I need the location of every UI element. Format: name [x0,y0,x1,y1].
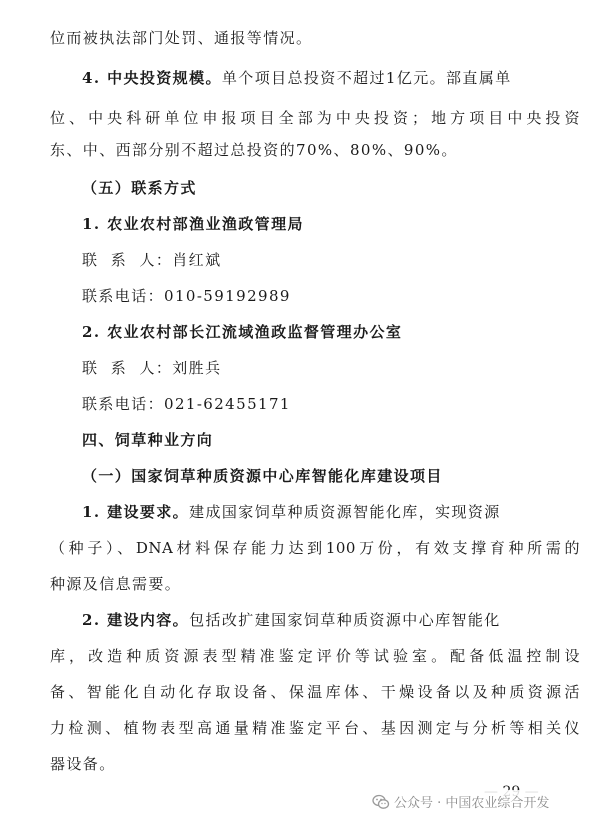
watermark [368,790,553,813]
contact-person: 联 系 人：肖红斌 [82,251,222,269]
paragraph-line [82,68,580,88]
section-heading: 1. 农业农村部渔业渔政管理局 [82,215,304,233]
paragraph-text: 包括改扩建国家饲草种质资源中心库智能化 [189,611,501,629]
paragraph-text: 建成国家饲草种质资源智能化库，实现资源 [189,503,501,521]
section-heading: 1. 建设要求。 [82,503,190,521]
contact-phone: 联系电话：010-59192989 [82,287,291,305]
watermark-text: 公众号 · 中国农业综合开发 [394,796,550,811]
section-heading: （一）国家饲草种质资源中心库智能化库建设项目 [82,467,443,485]
paragraph-line: 力检测、植物表型高通量精准鉴定平台、基因测定与分析等相关仪 [50,719,580,737]
paragraph-line: 器设备。 [50,755,116,773]
paragraph-text: 单个项目总投资不超过1亿元。部直属单 [221,69,512,87]
paragraph-line [82,502,580,522]
section-heading: 2. 建设内容。 [82,611,190,629]
contact-person: 联 系 人：刘胜兵 [82,359,222,377]
wechat-icon [372,793,390,811]
section-heading: （五）联系方式 [82,179,197,197]
paragraph-line: 种源及信息需要。 [50,575,182,593]
paragraph-line: 备、智能化自动化存取设备、保温库体、干燥设备以及种质资源活 [50,683,580,701]
paragraph-line [82,610,580,630]
paragraph-line: 位而被执法部门处罚、通报等情况。 [50,29,313,47]
paragraph-line: 位、中央科研单位申报项目全部为中央投资；地方项目中央投资 [50,109,580,127]
paragraph-line: 东、中、西部分别不超过总投资的70%、80%、90%。 [50,141,458,159]
chapter-heading: 四、饲草种业方向 [82,431,214,449]
contact-phone: 联系电话：021-62455171 [82,395,291,413]
section-heading: 4. 中央投资规模。 [82,69,222,87]
section-heading: 2. 农业农村部长江流域渔政监督管理办公室 [82,323,403,341]
paragraph-line: 库，改造种质资源表型精准鉴定评价等试验室。配备低温控制设 [50,647,580,665]
paragraph-line: （种子）、DNA材料保存能力达到100万份，有效支撑育种所需的 [50,539,580,557]
